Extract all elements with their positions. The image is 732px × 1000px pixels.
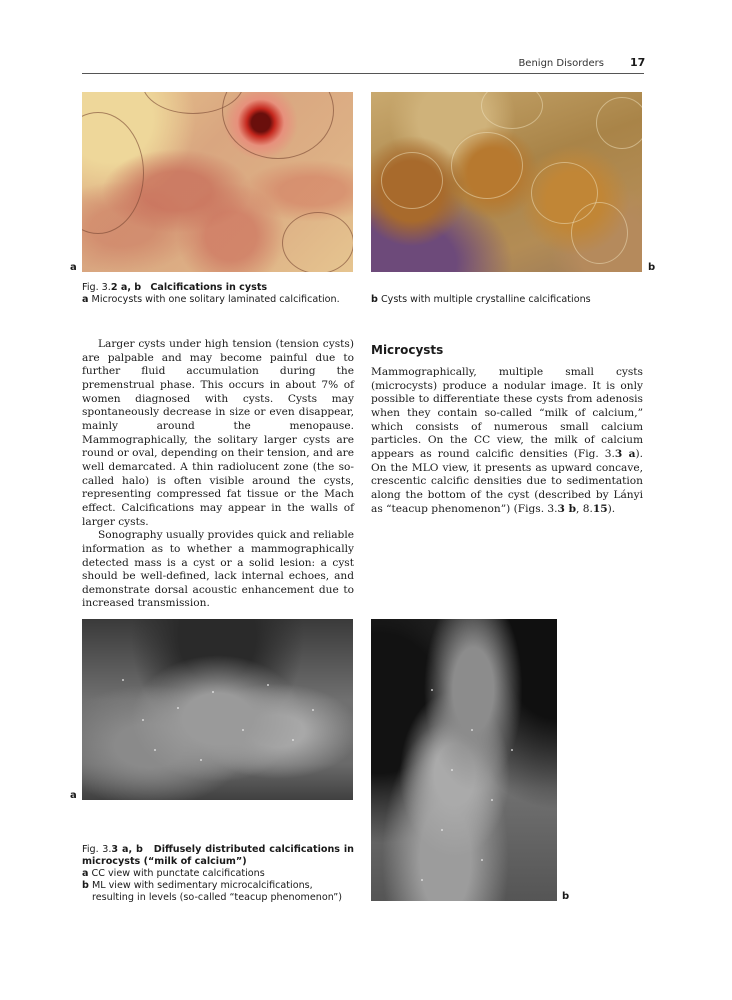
caption-b-label: b bbox=[371, 294, 378, 305]
figure-3-3a-panel-label: a bbox=[70, 790, 77, 801]
figure-3-2b-caption bbox=[371, 294, 643, 306]
figure-3-3b-panel-label: b bbox=[562, 891, 570, 902]
left-column-text bbox=[82, 338, 354, 611]
caption-a-text: CC view with punctate calcifications bbox=[91, 868, 265, 879]
figure-3-3-caption-items: a CC view with punctate calcifications b ML view with sedimentary microcalcifications, resulting in levels (so-called “teacup phenomenon”) bbox=[82, 868, 342, 903]
figure-3-2b-panel-label: b bbox=[648, 262, 656, 273]
caption-a-label: a bbox=[82, 294, 89, 305]
paragraph: Mammographically, multiple small cysts (microcysts) produce a nodular image. It is only possible to differentiate these cysts from adenosis when they contain so-called “milk of calcium,” which consists of numerous small calcium particles. On the CC view, the milk of calcium appears as round calcific densities (Fig. 3.3 a). On the MLO view, it presents as upward concave, crescentic calcific densities due to sedimentation along the bottom of the cyst (described by Lányi as “teacup phenomenon”) (Figs. 3.3 b, 8.15). bbox=[371, 366, 643, 515]
figure-3-2a-image bbox=[82, 92, 353, 272]
caption-b-text: ML view with sedimentary microcalcifications, resulting in levels (so-called “teacup phenomenon”) bbox=[91, 880, 342, 903]
caption-b-text: Cysts with multiple crystalline calcifications bbox=[380, 294, 591, 305]
right-column-text bbox=[371, 366, 643, 516]
caption-title: Calcifications in cysts bbox=[150, 282, 268, 293]
section-heading-microcysts: Microcysts bbox=[371, 343, 444, 357]
figure-3-3a-image bbox=[82, 619, 353, 800]
caption-prefix: Fig. 3. bbox=[82, 282, 111, 293]
figure-3-2a-panel-label: a bbox=[70, 262, 77, 273]
figure-3-3-caption: Fig. 3.3 a, b Diffusely distributed calcifications in microcysts (“milk of calcium”) bbox=[82, 844, 355, 867]
header-rule bbox=[82, 73, 644, 74]
paragraph: Sonography usually provides quick and reliable information as to whether a mammographically detected mass is a cyst or a solid lesion: a cyst should be well-defined, lack internal echoes, and demonstrate dorsal acoustic enhancement due to increased transmission. bbox=[82, 529, 354, 610]
figure-3-2-caption bbox=[82, 282, 354, 306]
figure-3-2b-image bbox=[371, 92, 642, 272]
page-number: 17 bbox=[630, 56, 646, 69]
paragraph: Larger cysts under high tension (tension cysts) are palpable and may become painful due to further fluid accumulation during the premenstrual phase. This occurs in about 7% of women diagnosed with cysts. Cysts may spontaneously decrease in size or even disappear, mainly around the menopause. Mammographically, the solitary larger cysts are round or oval, depending on their tension, and are well demarcated. A thin radiolucent zone (the so-called halo) is often visible around the cysts, representing compressed fat tissue or the Mach effect. Calcifications may appear in the walls of larger cysts. bbox=[82, 338, 354, 528]
caption-title: Diffusely distributed calcifications in microcysts (“milk of calcium”) bbox=[82, 844, 355, 867]
caption-figure-number: 2 a, b bbox=[110, 282, 142, 293]
figure-3-3b-image bbox=[371, 619, 557, 901]
caption-a-text: Microcysts with one solitary laminated calcification. bbox=[91, 294, 340, 305]
running-head: Benign Disorders bbox=[518, 58, 604, 69]
